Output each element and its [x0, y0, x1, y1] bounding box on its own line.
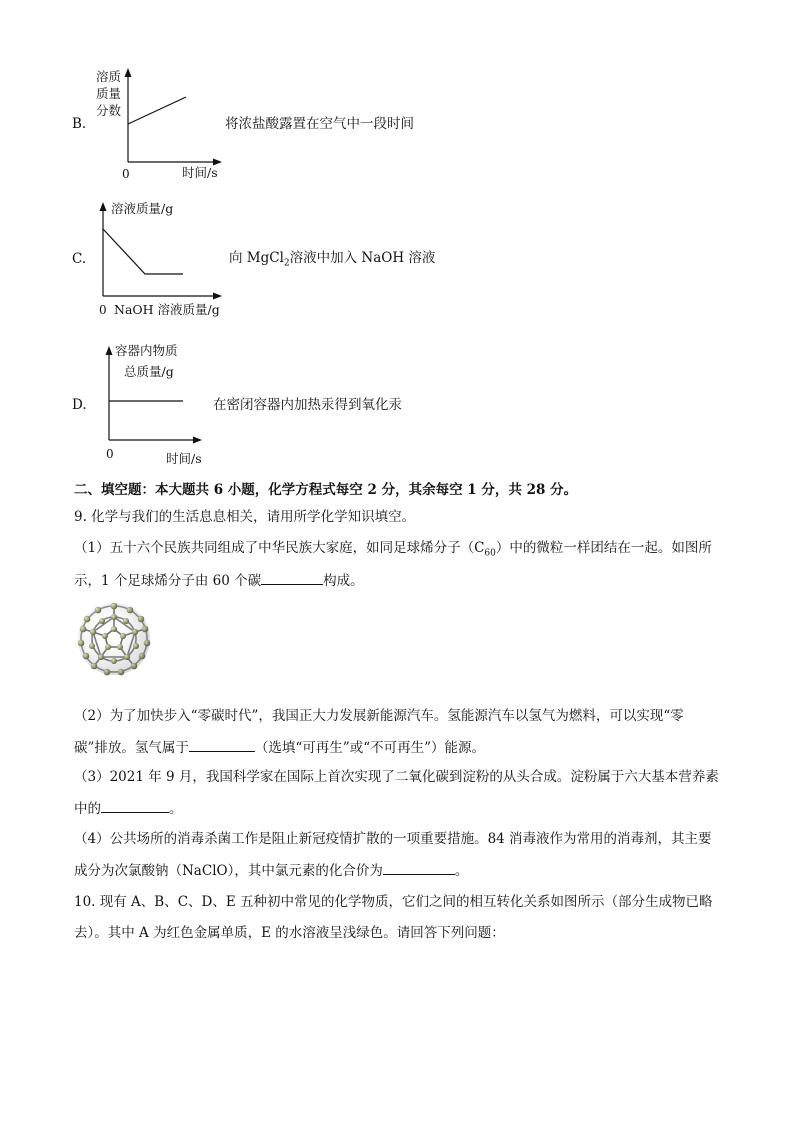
- option-c-letter: C.: [72, 251, 87, 267]
- option-d-graph: [0, 0, 794, 460]
- q9-part1-answer-blank[interactable]: [261, 570, 323, 585]
- q9-part2-answer-blank[interactable]: [189, 737, 255, 752]
- section2-heading: 二、填空题：本大题共 6 小题，化学方程式每空 2 分，其余每空 1 分，共 28 分。: [74, 482, 578, 498]
- q9-part4-line2: 成分为次氯酸钠（NaClO），其中氯元素的化合价为 。: [74, 860, 468, 881]
- option-d-letter: D.: [72, 397, 87, 413]
- q9-part1-line2: 示，1 个足球烯分子由 60 个碳 构成。: [74, 570, 364, 591]
- q10-line2: 去）。其中 A 为红色金属单质，E 的水溶液呈浅绿色。请回答下列问题：: [74, 925, 505, 941]
- option-b-letter: B.: [72, 116, 87, 132]
- q10-line1: 10. 现有 A、B、C、D、E 五种初中常见的化学物质，它们之间的相互转化关系如图所示（部分生成物已略: [74, 894, 713, 910]
- option-c-x-axis-label: NaOH 溶液质量/g: [114, 302, 220, 317]
- option-c-origin: 0: [99, 303, 107, 317]
- option-d-x-arrow: [193, 437, 202, 444]
- q9-part3-line2: 中的 。: [74, 798, 183, 819]
- q9-part3-line1: （3）2021 年 9 月，我国科学家在国际上首次实现了二氧化碳到淀粉的从头合成。淀粉属于六大基本营养素: [74, 769, 719, 785]
- option-d-y-axis-label-line1: 容器内物质: [115, 343, 178, 358]
- q9-part3-answer-blank[interactable]: [101, 798, 169, 813]
- c60-fullerene-image: [74, 599, 154, 679]
- option-d-y-axis-label-line2: 总质量/g: [124, 364, 174, 379]
- q9-part2-line2: 碳”排放。氢气属于 （选填“可再生”或“不可再生”）能源。: [74, 737, 485, 758]
- option-d-origin: 0: [106, 447, 114, 461]
- option-c-caption: 向 MgCl$_2$溶液中加入 NaOH 溶液: [229, 250, 436, 269]
- option-b-origin: 0: [122, 167, 130, 181]
- q9-stem: 9. 化学与我们的生活息息相关，请用所学化学知识填空。: [74, 509, 416, 525]
- option-c-y-axis-label: 溶液质量/g: [111, 201, 174, 216]
- option-d-caption: 在密闭容器内加热汞得到氧化汞: [213, 397, 402, 413]
- option-d-x-axis-label: 时间/s: [166, 451, 202, 466]
- q9-part2-line1: （2）为了加快步入“零碳时代”，我国正大力发展新能源汽车。氢能源汽车以氢气为燃料，可以实现“零: [74, 708, 684, 724]
- q9-part4-line1: （4）公共场所的消毒杀菌工作是阻止新冠疫情扩散的一项重要措施。84 消毒液作为常用的消毒剂，其主要: [74, 831, 712, 847]
- q9-part4-answer-blank[interactable]: [383, 860, 455, 875]
- q9-part1-line1: （1）五十六个民族共同组成了中华民族大家庭，如同足球烯分子$(C_{60})$中的微粒一样团结在一起。如图所: [74, 540, 712, 559]
- option-b-x-axis-label: 时间/s: [182, 165, 218, 180]
- option-b-caption: 将浓盐酸露置在空气中一段时间: [225, 116, 414, 132]
- option-b-y-axis-label: 溶质 质量 分数: [96, 69, 122, 118]
- option-d-y-arrow: [106, 346, 113, 355]
